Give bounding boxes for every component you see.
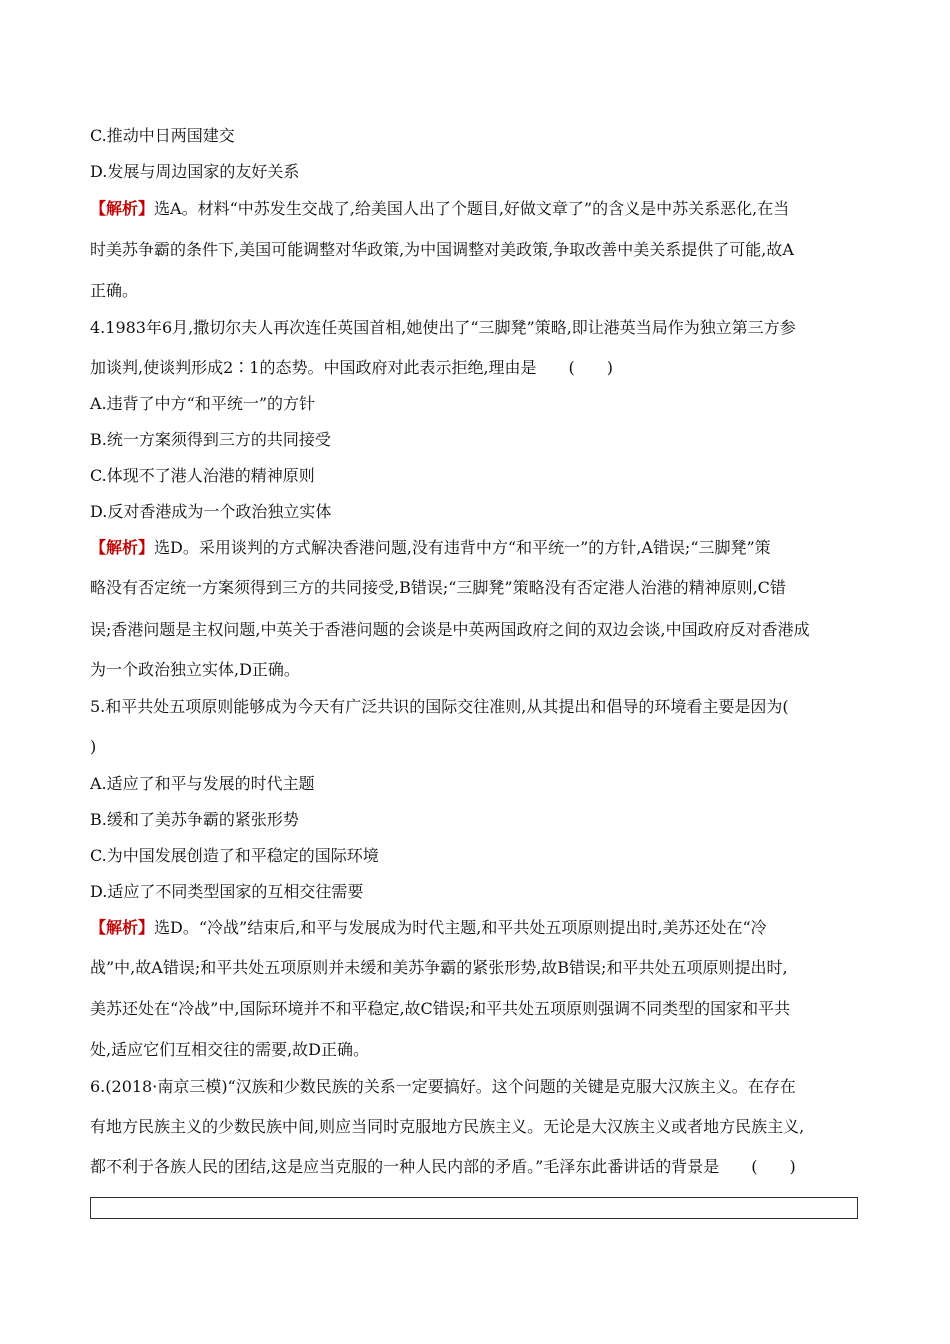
q5-stem: ) bbox=[90, 737, 97, 756]
q4-analysis-line: 为一个政治独立实体,D正确。 bbox=[90, 660, 300, 679]
analysis-text: 选D。采用谈判的方式解决香港问题,没有违背中方“和平统一”的方针,A错误;“三脚凳”策 bbox=[154, 538, 771, 557]
q5-stem: 5.和平共处五项原则能够成为今天有广泛共识的国际交往准则,从其提出和倡导的环境看主要是因为( bbox=[90, 697, 789, 716]
q3-analysis bbox=[90, 199, 789, 219]
q6-stem: 6.(2018·南京三模)“汉族和少数民族的关系一定要搞好。这个问题的关键是克服大汉族主义。在存在 bbox=[90, 1077, 796, 1096]
q3-analysis-line: 时美苏争霸的条件下,美国可能调整对华政策,为中国调整对美政策,争取改善中美关系提供了可能,故A bbox=[90, 240, 794, 259]
q4-option-a: A.违背了中方“和平统一”的方针 bbox=[90, 394, 316, 413]
q5-analysis-line: 美苏还处在“冷战”中,国际环境并不和平稳定,故C错误;和平共处五项原则强调不同类型的国家和平共 bbox=[90, 999, 791, 1018]
q5-option-d: D.适应了不同类型国家的互相交往需要 bbox=[90, 882, 364, 901]
q3-option-d: D.发展与周边国家的友好关系 bbox=[90, 162, 300, 181]
q5-analysis bbox=[90, 918, 767, 938]
q5-analysis-line: 处,适应它们互相交往的需要,故D正确。 bbox=[90, 1040, 370, 1059]
q6-stem: 都不利于各族人民的团结,这是应当克服的一种人民内部的矛盾。”毛泽东此番讲话的背景是 ( ) bbox=[90, 1157, 796, 1176]
q4-stem: 加谈判,使谈判形成2∶1的态势。中国政府对此表示拒绝,理由是 ( ) bbox=[90, 358, 614, 377]
answer-box bbox=[90, 1197, 858, 1219]
q4-option-b: B.统一方案须得到三方的共同接受 bbox=[90, 430, 331, 449]
q3-analysis-line: 正确。 bbox=[90, 281, 139, 300]
q6-stem: 有地方民族主义的少数民族中间,则应当同时克服地方民族主义。无论是大汉族主义或者地方民族主义, bbox=[90, 1117, 805, 1136]
q5-analysis-line: 战”中,故A错误;和平共处五项原则并未缓和美苏争霸的紧张形势,故B错误;和平共处五项原则提出时, bbox=[90, 958, 788, 977]
analysis-tag: 【解析】 bbox=[90, 918, 155, 937]
q5-option-a: A.适应了和平与发展的时代主题 bbox=[90, 774, 315, 793]
q5-option-c: C.为中国发展创造了和平稳定的国际环境 bbox=[90, 846, 379, 865]
q4-option-c: C.体现不了港人治港的精神原则 bbox=[90, 466, 315, 485]
q3-option-c: C.推动中日两国建交 bbox=[90, 126, 235, 145]
analysis-tag: 【解析】 bbox=[90, 538, 155, 557]
q4-analysis-line: 略没有否定统一方案须得到三方的共同接受,B错误;“三脚凳”策略没有否定港人治港的精神原则,C错 bbox=[90, 578, 786, 597]
q4-analysis-line: 误;香港问题是主权问题,中英关于香港问题的会谈是中英两国政府之间的双边会谈,中国政府反对香港成 bbox=[90, 620, 810, 639]
q5-option-b: B.缓和了美苏争霸的紧张形势 bbox=[90, 810, 299, 829]
q4-stem: 4.1983年6月,撒切尔夫人再次连任英国首相,她使出了“三脚凳”策略,即让港英当局作为独立第三方参 bbox=[90, 318, 796, 337]
analysis-tag: 【解析】 bbox=[90, 199, 155, 218]
q4-analysis bbox=[90, 538, 771, 558]
analysis-text: 选D。“冷战”结束后,和平与发展成为时代主题,和平共处五项原则提出时,美苏还处在“冷 bbox=[154, 918, 767, 937]
q4-option-d: D.反对香港成为一个政治独立实体 bbox=[90, 502, 332, 521]
analysis-text: 选A。材料“中苏发生交战了,给美国人出了个题目,好做文章了”的含义是中苏关系恶化,在当 bbox=[154, 199, 790, 218]
